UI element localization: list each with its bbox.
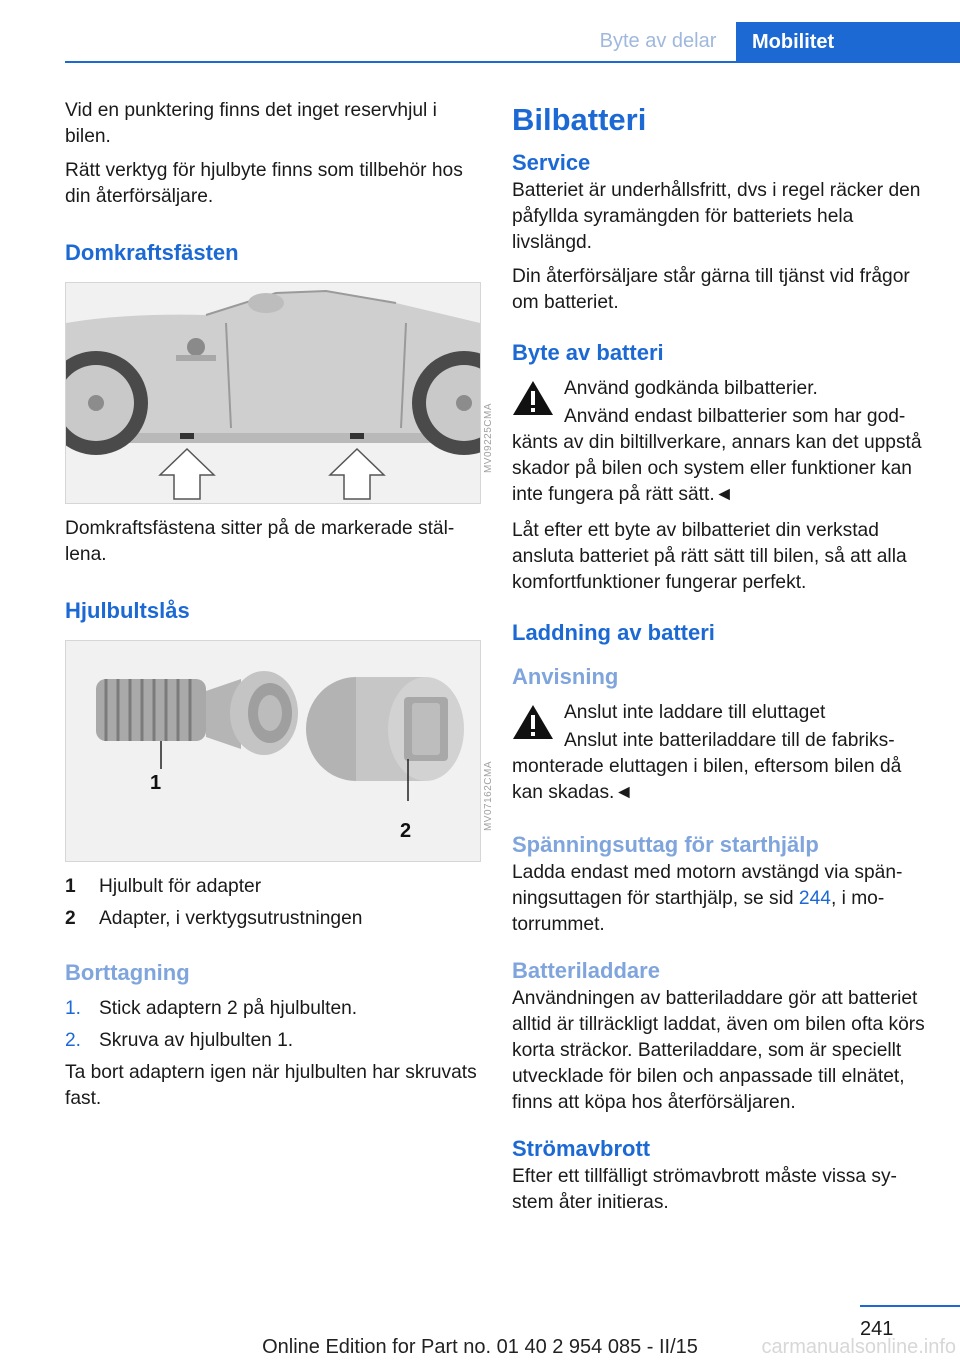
jump-start-paragraph (512, 860, 932, 938)
chapter-tab[interactable]: Mobilitet (736, 22, 960, 63)
jump-start-text-end: , i motorrummet. (512, 888, 885, 935)
left-column (65, 98, 494, 1120)
legend-number: 1 (65, 876, 76, 897)
intro-paragraph-2: Rätt verktyg för hjulbyte finns som tillbehör hos din återförsäljare. (65, 160, 463, 207)
charger-paragraph: Användningen av batteriladdare gör att batteriet alltid är tillräckligt laddat, även om bilen ofta körs korta sträckor. Batteriladdare, som är speciellt utvecklade för bilen och anpassade till elnätet, finns att köpa hos återförsäljaren. (512, 988, 925, 1113)
warning-title: Anslut inte laddare till eluttaget (564, 702, 826, 723)
battery-replace-paragraph: Låt efter ett byte av bilbatteriet din verkstad ansluta batteriet på rätt sätt till bilen, så att alla komfortfunktioner fungerar perfekt. (512, 520, 907, 593)
figure-code: MV07162CMA (483, 760, 494, 831)
wheel-lock-heading: Hjulbultslås (65, 598, 190, 623)
warning-title: Använd godkända bilbatterier. (564, 378, 818, 399)
jack-points-heading: Domkraftsfästen (65, 240, 239, 265)
step-number: 1. (65, 998, 82, 1019)
battery-replace-heading: Byte av batteri (512, 340, 664, 365)
right-column (512, 98, 932, 1224)
page-number: 241 (860, 1318, 894, 1340)
legend-text: Hjulbult för adapter (99, 876, 262, 897)
charger-heading: Batteriladdare (512, 958, 660, 983)
charging-heading: Laddning av batteri (512, 620, 715, 645)
footer-rule (860, 1305, 960, 1307)
wheel-lock-figure (65, 640, 494, 862)
power-outage-paragraph: Efter ett tillfälligt strömavbrott måste vissa system åter initieras. (512, 1166, 897, 1213)
warning-text: Anslut inte batteriladdare till de fabriksmonterade eluttagen i bilen, eftersom bilen då kan skadas.◄ (512, 730, 902, 803)
power-outage-heading: Strömavbrott (512, 1136, 651, 1161)
step-text: Skruva av hjulbulten 1. (99, 1030, 294, 1051)
figure-code: MV09225CMA (483, 402, 494, 473)
battery-warning (512, 376, 932, 510)
jump-start-text: Ladda endast med motorn avstängd via spänningsuttagen för starthjälp, se sid (512, 862, 903, 909)
page-reference-link[interactable]: 244 (798, 888, 831, 909)
legend-item (65, 874, 485, 900)
watermark: carmanualsonline.info (761, 1336, 956, 1358)
page-title: Bilbatteri (512, 102, 647, 137)
step-text: Stick adaptern 2 på hjulbulten. (99, 998, 358, 1019)
jack-points-figure (65, 282, 494, 504)
step-item (65, 1028, 485, 1054)
step-item (65, 996, 485, 1022)
figure-label-1: 1 (150, 772, 162, 794)
service-heading: Service (512, 150, 591, 175)
warning-icon (512, 380, 554, 416)
jack-points-caption: Domkraftsfästena sitter på de markerade ställena. (65, 518, 455, 565)
service-paragraph-2: Din återförsäljare står gärna till tjänst vid frågor om batteriet. (512, 266, 910, 313)
figure-label-2: 2 (400, 820, 412, 842)
legend-item (65, 906, 485, 932)
charging-subheading: Anvisning (512, 664, 619, 689)
legend-number: 2 (65, 908, 76, 929)
jump-start-heading: Spänningsuttag för starthjälp (512, 832, 819, 857)
warning-text: Använd endast bilbatterier som har godkänts av din biltillverkare, annars kan det uppstå skador på bilen och system eller funktioner kan inte fungera på rätt sätt.◄ (512, 406, 922, 505)
charging-warning (512, 700, 932, 808)
legend-text: Adapter, i verktygsutrustningen (99, 908, 363, 929)
edition-footer: Online Edition for Part no. 01 40 2 954 085 - II/15 (262, 1336, 698, 1358)
service-paragraph-1: Batteriet är underhållsfritt, dvs i regel räcker den påfyllda syramängden för batteriets hela livslängd. (512, 180, 921, 253)
section-tab[interactable]: Byte av delar (599, 30, 717, 52)
warning-icon (512, 704, 554, 740)
removal-heading: Borttagning (65, 960, 190, 985)
intro-paragraph-1: Vid en punktering finns det inget reservhjul i bilen. (65, 100, 437, 147)
removal-note: Ta bort adaptern igen när hjulbulten har skruvats fast. (65, 1062, 477, 1109)
step-number: 2. (65, 1030, 82, 1051)
